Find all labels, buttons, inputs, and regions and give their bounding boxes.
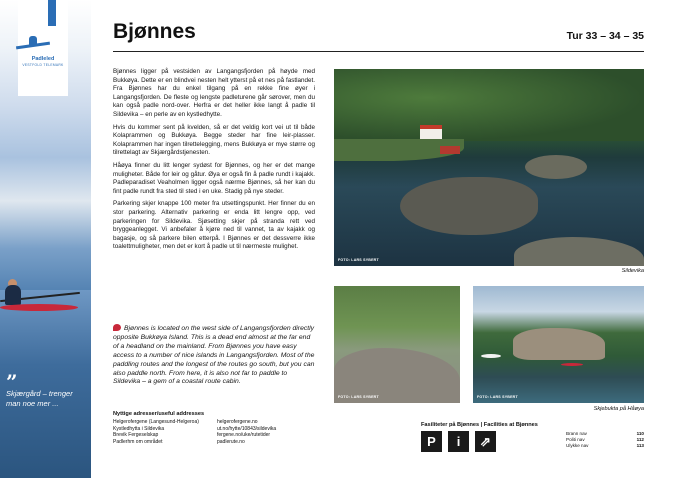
useful-addresses-heading: Nyttige adresser/useful addresses	[113, 411, 205, 417]
sidebar-quote: Skjærgård – trenger man noe mer ...	[6, 389, 73, 408]
address-link: helgerofergene.no	[217, 419, 258, 425]
photo-island	[400, 177, 538, 235]
logo-bar	[48, 0, 56, 26]
address-link: fergene.no/uke/rutetider	[217, 432, 271, 439]
parking-icon: P	[421, 431, 442, 452]
emergency-label: Ulykke nav	[566, 443, 589, 448]
photo-credit: FOTO: LARS SYBERT	[338, 258, 379, 262]
paragraph: Hvis du kommer sent på kvelden, så er det veldig kort vei ut til både Kolaprammen og Bukkøya. Begge steder har fine leir-plasser. Kolaprammen har ingen tilrettelegging, mens Bukkøya er mye større og tilrettelagt av Skjærgårdstjenesten.	[113, 123, 315, 157]
address-link: ut.no/hytte/10843/sildevika	[217, 425, 277, 432]
photo-kayak	[561, 363, 583, 366]
emergency-number: 110	[636, 431, 644, 436]
facilities-heading: Fasiliteter på Bjønnes | Facilities at Bjønnes	[421, 422, 538, 428]
logo-word: Padleled	[31, 56, 55, 62]
paragraph: Parkering skjer knappe 100 meter fra utsettingspunkt. Her finner du en stor parkering. Alternativ parkering er enda litt lengre opp, ved parkeringen for Sildevika. Sjøsetting skjer på stranda rett ved bryggeanlegget. Vi anbefaler å kjøre ned til vannet, ta av kajakk og bagasje, og så parkere bilen etterpå. I Bjønnes er det dessverre ikke toalettmuligheter, men det er kort å padle ut til nærmeste mulighet.	[113, 200, 315, 251]
photo-campsite	[334, 286, 460, 403]
logo-subtitle: VESTFOLD TELEMARK	[22, 63, 64, 67]
english-text: Bjønnes is located on the west side of Langangsfjorden directly opposite Bukkøya Island. This is a dead end almost at the far end of a headland on the mainland. From Bjønnes you have easy access to a number of nice islands in Langangsfjorden. Most of the paddling routes and the longest of the routes go south, but you can also paddle north. From here, it is also not far to paddle to Sildevika – a gem of a coastal route cabin.	[113, 325, 315, 386]
photo-sildevika	[334, 69, 644, 266]
header-divider	[113, 51, 644, 52]
page-title: Bjønnes	[113, 20, 196, 43]
photo-rock	[513, 328, 605, 360]
photo-caption: Sildevika	[621, 268, 644, 274]
paragraph: Bjønnes ligger på vestsiden av Langangsfjorden på høyde med Bukkøya. Dette er en blindvei nesten helt ytterst på et nes på fastlandet. Fra Bjønnes har du enkel tilgang på en rekke fine øyer i Langangsfjorden. De fleste og lengste padleturene går sørover, men du kan også padle nord-over. Herfra er det heller ikke langt å padle til Sildevika – en perle av en kystledhytte.	[113, 68, 315, 118]
photo-forest	[334, 69, 644, 141]
photo-skjebukta	[473, 286, 644, 403]
launch-icon: ⇗	[475, 431, 496, 452]
uk-flag-icon	[113, 324, 121, 331]
photo-caption: Skjebukta på Håøya	[593, 406, 644, 412]
photo-credit: FOTO: LARS SYBERT	[338, 395, 379, 399]
photo-credit: FOTO: LARS SYBERT	[477, 395, 518, 399]
quote-mark-icon: ”	[6, 370, 18, 394]
address-name: Padlerhm om området	[113, 438, 163, 445]
body-text-column	[113, 68, 315, 256]
kayak	[0, 304, 78, 311]
info-icon: i	[448, 431, 469, 452]
address-name: Helgerofergene (Langesund-Helgeroa)	[113, 419, 199, 425]
address-link: padlerute.no	[217, 438, 245, 445]
tour-numbers: Tur 33 – 34 – 35	[566, 30, 644, 42]
paragraph: Håøya finner du litt lenger sydøst for Bjønnes, og her er det mange muligheter. Både for leir og gåtur. Øya er også fin å padle rundt i kajakk. Padleparadiset Veaholmen ligger også nærme Bjønnes, så her kan du fint padle rundt fra sted til sted i en uke. Stadig på nye steder.	[113, 161, 315, 195]
address-name: Kystledhytta i Sildevika	[113, 425, 165, 432]
facilities-icons	[421, 431, 496, 452]
emergency-number: 113	[636, 443, 644, 448]
emergency-numbers	[566, 431, 644, 449]
photo-rock	[514, 237, 644, 266]
emergency-label: Politi nav	[566, 437, 585, 442]
emergency-row	[566, 443, 644, 449]
emergency-label: Brann nav	[566, 431, 587, 436]
useful-addresses-links	[217, 419, 317, 445]
photo-kayak	[481, 354, 501, 358]
photo-islet	[525, 155, 587, 179]
english-summary	[113, 324, 315, 387]
emergency-number: 112	[636, 437, 644, 442]
sidebar-panel	[0, 0, 91, 478]
useful-addresses-names	[113, 419, 213, 445]
photo-boathouse	[440, 146, 460, 154]
photo-house	[420, 125, 442, 139]
address-name: Brevik Fergeselskap	[113, 432, 159, 439]
kayaker	[5, 285, 21, 305]
